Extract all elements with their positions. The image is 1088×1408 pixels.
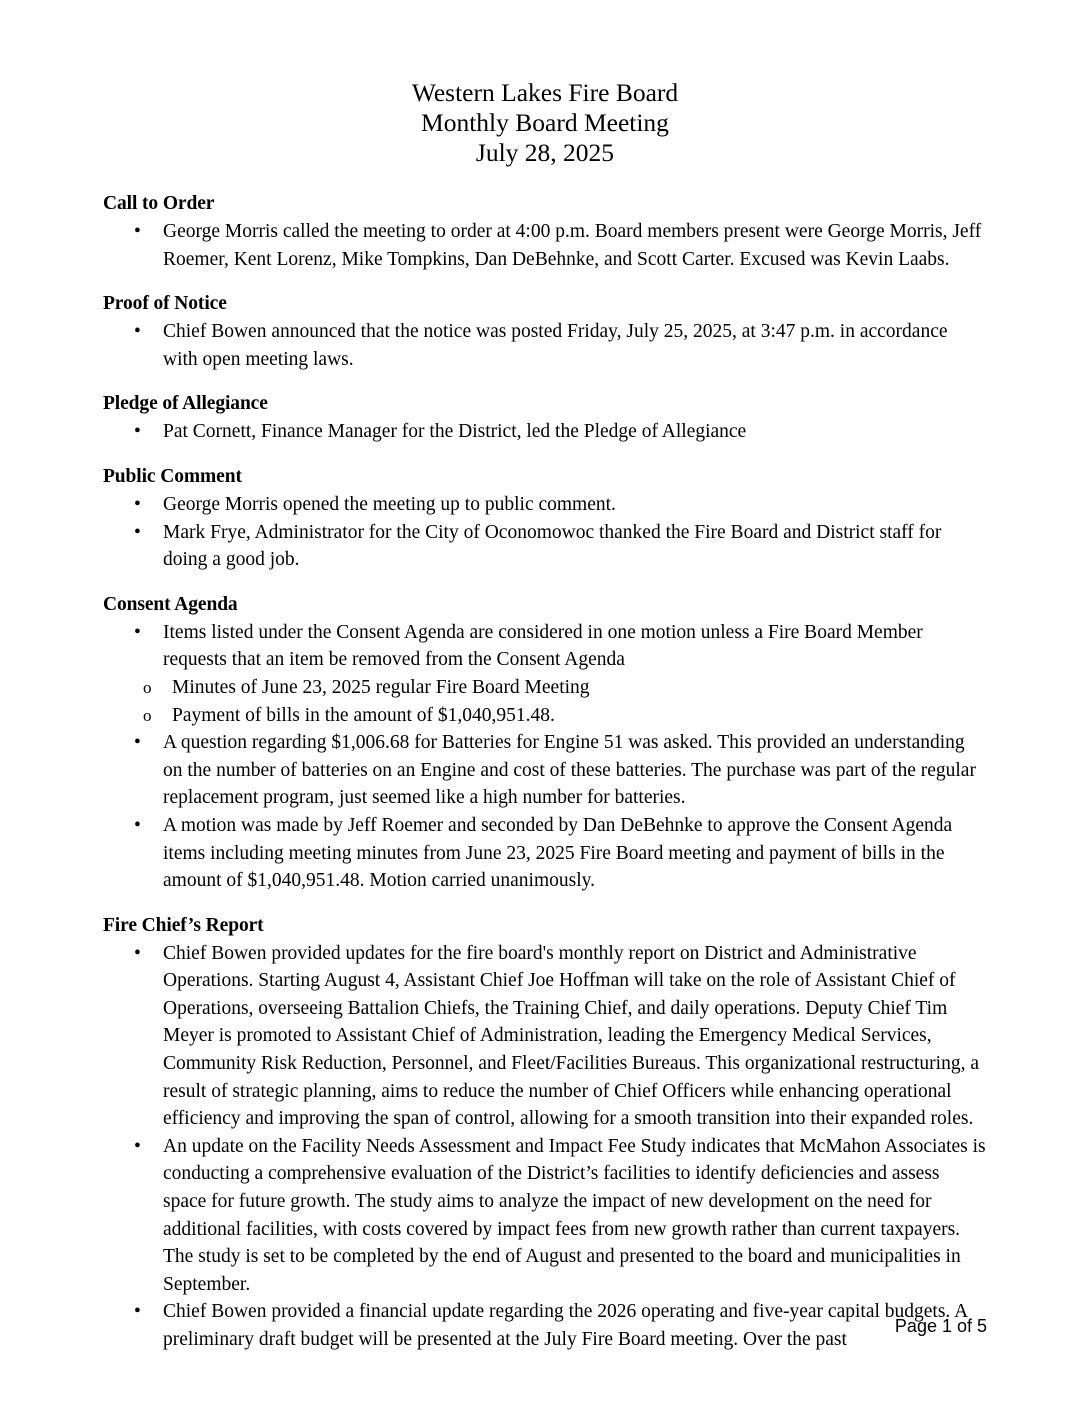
section-call-to-order bbox=[103, 191, 987, 273]
section-spacer bbox=[103, 273, 987, 291]
list-item bbox=[103, 418, 987, 446]
circle-bullet-marker-icon: o bbox=[143, 677, 152, 697]
section-consent-agenda bbox=[103, 592, 987, 895]
circle-bullet-marker-icon: o bbox=[143, 705, 152, 725]
section-spacer bbox=[103, 895, 987, 913]
list-item-text: A motion was made by Jeff Roemer and seconded by Dan DeBehnke to approve the Consent Agenda items including meeting minutes from June 23, 2025 Fire Board meeting and payment of bills in the amount of $1,040,951.48. Motion carried unanimously. bbox=[163, 814, 953, 892]
bullet-marker-icon: • bbox=[134, 1135, 141, 1157]
title-line-3: July 28, 2025 bbox=[475, 138, 615, 167]
sub-bullet-list bbox=[103, 674, 987, 729]
title-line-2: Monthly Board Meeting bbox=[421, 108, 669, 137]
section-heading: Proof of Notice bbox=[103, 293, 227, 315]
list-item-text: Pat Cornett, Finance Manager for the District, led the Pledge of Allegiance bbox=[163, 421, 747, 443]
bullet-list bbox=[103, 729, 987, 895]
section-heading: Pledge of Allegiance bbox=[103, 393, 268, 415]
bullet-marker-icon: • bbox=[134, 814, 141, 836]
document-body bbox=[103, 78, 987, 1354]
section-spacer bbox=[103, 373, 987, 391]
page-title bbox=[103, 78, 987, 168]
section-public-comment bbox=[103, 464, 987, 574]
bullet-marker-icon: • bbox=[134, 942, 141, 964]
bullet-list bbox=[103, 491, 987, 574]
bullet-marker-icon: • bbox=[134, 321, 141, 343]
sub-list-item bbox=[103, 702, 987, 730]
title-line-1: Western Lakes Fire Board bbox=[411, 78, 679, 107]
list-item-text: Chief Bowen announced that the notice was posted Friday, July 25, 2025, at 3:47 p.m. in accordance with open meeting laws. bbox=[163, 321, 948, 370]
sub-list-item-text: Payment of bills in the amount of $1,040,951.48. bbox=[172, 704, 555, 726]
document-title-block bbox=[103, 78, 987, 168]
bullet-marker-icon: • bbox=[134, 521, 141, 543]
section-heading: Consent Agenda bbox=[103, 593, 238, 615]
bullet-marker-icon: • bbox=[134, 493, 141, 515]
list-item-text: Items listed under the Consent Agenda are considered in one motion unless a Fire Board Member requests that an item be removed from the Consent Agenda bbox=[163, 621, 923, 671]
bullet-marker-icon: • bbox=[134, 621, 141, 643]
bullet-list bbox=[103, 619, 987, 674]
section-heading: Fire Chief’s Report bbox=[103, 914, 264, 936]
sub-list-item bbox=[103, 674, 987, 702]
section-pledge-of-allegiance bbox=[103, 391, 987, 446]
section-fire-chiefs-report bbox=[103, 913, 987, 1354]
list-item bbox=[103, 218, 987, 273]
list-item-text: Chief Bowen provided updates for the fire board's monthly report on District and Administrative Operations. Starting August 4, Assistant Chief Joe Hoffman will take on the role of Assistant Chief of Operations, overseeing Battalion Chiefs, the Training Chief, and daily operations. Deputy Chief Tim Meyer is promoted to Assistant Chief of Administration, leading the Emergency Medical Services, Community Risk Reduction, Personnel, and Fleet/Facilities Bureaus. This organizational restructuring, a result of strategic planning, aims to reduce the number of Chief Officers while enhancing operational efficiency and improving the span of control, allowing for a smooth transition into their expanded roles. bbox=[163, 942, 979, 1130]
list-item-text: An update on the Facility Needs Assessment and Impact Fee Study indicates that McMahon Associates is conducting a comprehensive evaluation of the District’s facilities to identify deficiencies and assess space for future growth. The study aims to analyze the impact of new development on the need for additional facilities, with costs covered by impact fees from new growth rather than current taxpayers. The study is set to be completed by the end of August and presented to the board and municipalities in September. bbox=[163, 1135, 986, 1295]
list-item bbox=[103, 1133, 987, 1299]
section-heading: Public Comment bbox=[103, 465, 242, 487]
section-spacer bbox=[103, 574, 987, 592]
list-item bbox=[103, 729, 987, 812]
bullet-list bbox=[103, 218, 987, 273]
list-item-text: Chief Bowen provided a financial update regarding the 2026 operating and five-year capital budgets. A preliminary draft budget will be presented at the July Fire Board meeting. Over the past bbox=[163, 1301, 968, 1350]
list-item-text: George Morris called the meeting to order at 4:00 p.m. Board members present were George Morris, Jeff Roemer, Kent Lorenz, Mike Tompkins, Dan DeBehnke, and Scott Carter. Excused was Kevin Laabs. bbox=[163, 221, 982, 270]
bullet-marker-icon: • bbox=[134, 421, 141, 443]
list-item bbox=[103, 318, 987, 373]
list-item-text: George Morris opened the meeting up to public comment. bbox=[163, 493, 616, 515]
section-proof-of-notice bbox=[103, 291, 987, 373]
list-item-text: A question regarding $1,006.68 for Batteries for Engine 51 was asked. This provided an understanding on the number of batteries on an Engine and cost of these batteries. The purchase was part of the regular replacement program, just seemed like a high number for batteries. bbox=[163, 732, 976, 809]
section-heading: Call to Order bbox=[103, 193, 215, 214]
bullet-marker-icon: • bbox=[134, 732, 141, 754]
sub-list-item-text: Minutes of June 23, 2025 regular Fire Board Meeting bbox=[172, 676, 590, 698]
bullet-list bbox=[103, 940, 987, 1354]
bullet-list bbox=[103, 418, 987, 446]
list-item bbox=[103, 940, 987, 1133]
list-item bbox=[103, 491, 987, 519]
bullet-list bbox=[103, 318, 987, 373]
list-item bbox=[103, 812, 987, 895]
list-item-text: Mark Frye, Administrator for the City of Oconomowoc thanked the Fire Board and District staff for doing a good job. bbox=[163, 521, 942, 571]
bullet-marker-icon: • bbox=[134, 1301, 141, 1323]
list-item bbox=[103, 619, 987, 674]
section-spacer bbox=[103, 446, 987, 464]
page-footer bbox=[103, 1315, 987, 1337]
bullet-marker-icon: • bbox=[134, 221, 141, 242]
page-number-text: Page 1 of 5 bbox=[894, 1316, 987, 1336]
list-item bbox=[103, 519, 987, 574]
